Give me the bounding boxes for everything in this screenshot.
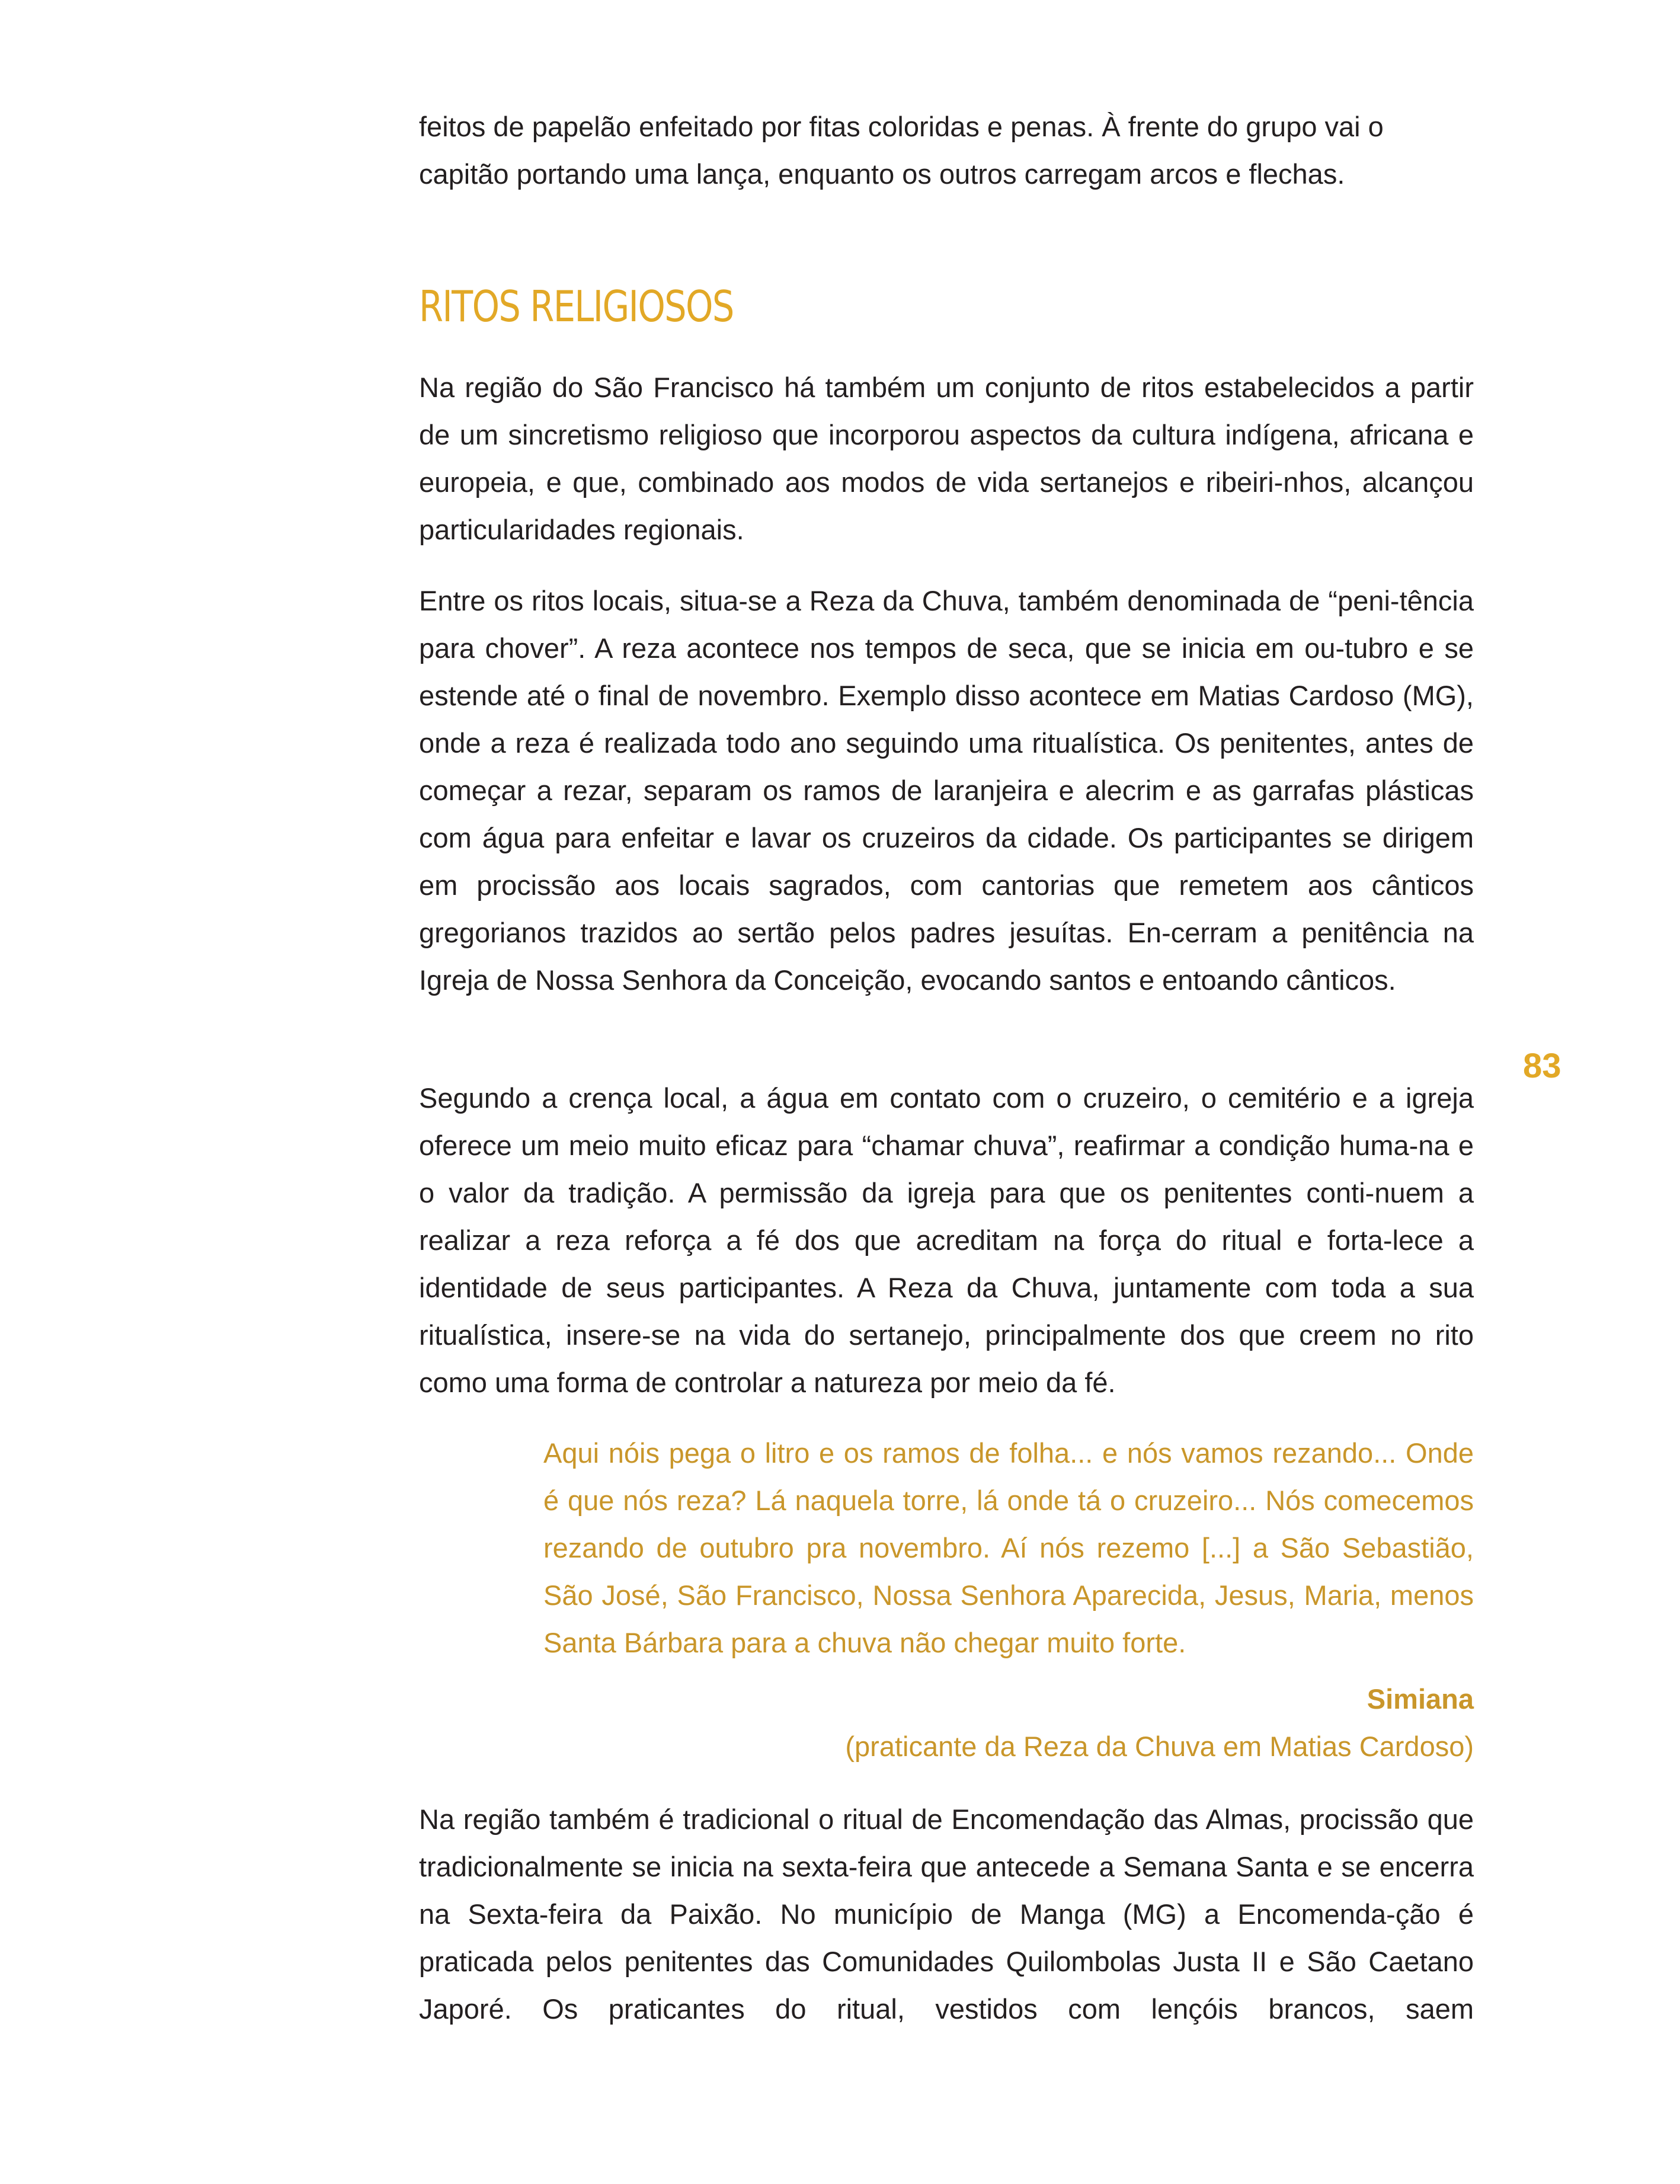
section-heading: RITOS RELIGIOSOS <box>419 282 734 331</box>
paragraph-3-block <box>419 1075 1474 1406</box>
paragraph-2: Entre os ritos locais, situa-se a Reza da Chuva, também denominada de “peni-tência para chover”. A reza acontece nos tempos de seca, que se inicia em ou-tubro e se estende até o final de novembro. Exemplo disso acontece em Matias Cardoso (MG), onde a reza é realizada todo ano seguindo uma ritualística. Os penitentes, antes de começar a rezar, separam os ramos de laranjeira e alecrim e as garrafas plásticas com água para enfeitar e lavar os cruzeiros da cidade. Os participantes se dirigem em procissão aos locais sagrados, com cantorias que remetem aos cânticos gregorianos trazidos ao sertão pelos padres jesuítas. En-cerram a penitência na Igreja de Nossa Senhora da Conceição, evocando santos e entoando cânticos. <box>419 585 1474 996</box>
paragraph-1-block <box>419 364 1474 554</box>
intro-line-1: feitos de papelão enfeitado por fitas coloridas e penas. À frente do grupo vai o <box>419 111 1384 142</box>
closing-paragraph-block <box>419 1796 1474 2033</box>
paragraph-1: Na região do São Francisco há também um conjunto de ritos estabelecidos a partir de um sincretismo religioso que incorporou aspectos da cultura indígena, africana e europeia, e que, combinado aos modos de vida sertanejos e ribeiri-nhos, alcançou particularidades regionais. <box>419 372 1474 545</box>
intro-block <box>419 103 1474 198</box>
quote-author: Simiana <box>1367 1683 1474 1715</box>
intro-line-2: capitão portando uma lança, enquanto os outros carregam arcos e flechas. <box>419 158 1345 190</box>
closing-paragraph: Na região também é tradicional o ritual de Encomendação das Almas, procissão que tradicionalmente se inicia na sexta-feira que antecede a Semana Santa e se encerra na Sexta-feira da Paixão. No município de Manga (MG) a Encomenda-ção é praticada pelos penitentes das Comunidades Quilombolas Justa II e São Caetano Japoré. Os praticantes do ritual, vestidos com lençóis brancos, saem <box>419 1804 1474 2025</box>
page-number: 83 <box>1523 1047 1561 1085</box>
block-quote: Aqui nóis pega o litro e os ramos de folha... e nós vamos rezando... Onde é que nós reza? Lá naquela torre, lá onde tá o cruzeiro... Nós comecemos rezando de outubro pra novembro. Aí nós rezemo [...] a São Sebastião, São José, São Francisco, Nossa Senhora Aparecida, Jesus, Maria, menos Santa Bárbara para a chuva não chegar muito forte. <box>543 1437 1474 1658</box>
paragraph-3: Segundo a crença local, a água em contato com o cruzeiro, o cemitério e a igreja oferece um meio muito eficaz para “chamar chuva”, reafirmar a condição huma-na e o valor da tradição. A permissão da igreja para que os penitentes conti-nuem a realizar a reza reforça a fé dos que acreditam na força do ritual e forta-lece a identidade de seus participantes. A Reza da Chuva, juntamente com toda a sua ritualística, insere-se na vida do sertanejo, principalmente dos que creem no rito como uma forma de controlar a natureza por meio da fé. <box>419 1082 1474 1398</box>
quote-author-role: (praticante da Reza da Chuva em Matias Cardoso) <box>845 1731 1474 1762</box>
paragraph-2-block <box>419 577 1474 1004</box>
